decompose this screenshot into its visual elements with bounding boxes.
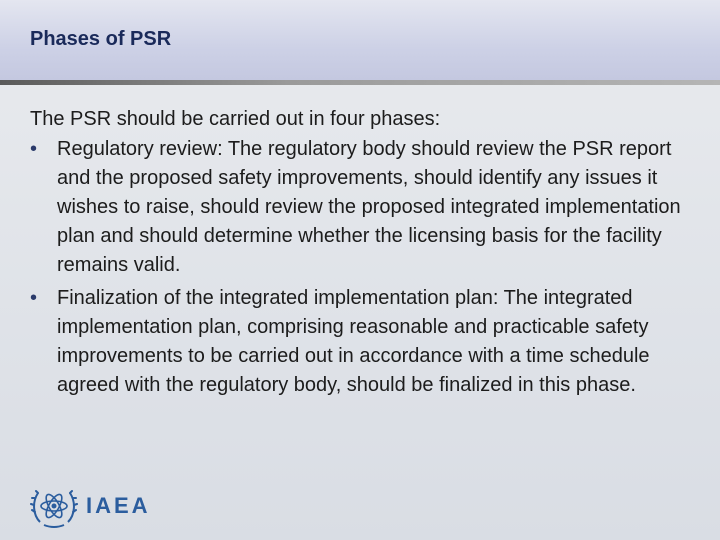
bullet-list [30,135,700,400]
logo-text: IAEA [86,493,151,518]
bullet-item-finalization [30,284,700,400]
bullet-icon: • [30,287,38,309]
header-divider [0,80,720,85]
intro-text: The PSR should be carried out in four phases: [30,108,441,130]
bullet-icon: • [30,138,38,160]
slide-header [0,0,720,80]
iaea-logo [30,482,151,530]
bullet-item-regulatory-review [30,135,700,280]
slide-title: Phases of PSR [30,28,172,50]
bullet-text: Regulatory review: The regulatory body should review the PSR report and the proposed safety improvements, should identify any issues it wishes to raise, should review the proposed integrated implementation plan and should determine whether the licensing basis for the facility remains valid. [57,138,681,276]
slide-body [30,105,700,404]
iaea-atom-wreath-icon [30,482,78,530]
bullet-text: Finalization of the integrated implementation plan: The integrated implementation plan, comprising reasonable and practicable safety improvements to be carried out in accordance with a time schedule agreed with the regulatory body, should be finalized in this phase. [57,287,650,396]
